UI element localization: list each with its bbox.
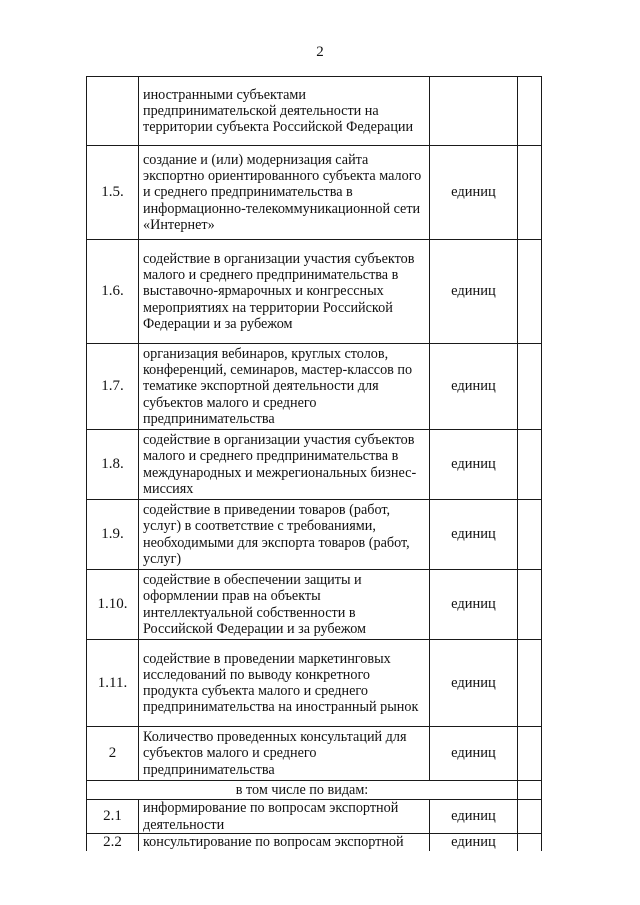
row-number: 1.8. — [87, 430, 139, 500]
row-value — [518, 800, 542, 834]
table-row — [87, 640, 542, 727]
row-description: содействие в приведении товаров (работ, услуг) в соответствие с требованиями, необходимыми для экспорта товаров (работ, услуг) — [139, 500, 430, 570]
table-row — [87, 240, 542, 344]
row-description: Количество проведенных консультаций для субъектов малого и среднего предпринимательства — [139, 727, 430, 781]
row-number — [87, 77, 139, 146]
page-number: 2 — [316, 44, 324, 60]
row-number: 1.11. — [87, 640, 139, 727]
row-number: 1.10. — [87, 570, 139, 640]
row-description: создание и (или) модернизация сайта экспортно ориентированного субъекта малого и среднего предпринимательства в информационно-телекоммуникационной сети «Интернет» — [139, 146, 430, 240]
row-number: 1.5. — [87, 146, 139, 240]
row-value — [518, 146, 542, 240]
row-unit: единиц — [430, 240, 518, 344]
row-value — [518, 240, 542, 344]
row-unit: единиц — [430, 800, 518, 834]
row-value — [518, 640, 542, 727]
row-description: содействие в организации участия субъектов малого и среднего предпринимательства в международных и межрегиональных бизнес-миссиях — [139, 430, 430, 500]
subheader-text: в том числе по видам: — [87, 781, 518, 800]
row-number: 1.7. — [87, 344, 139, 430]
row-description: иностранными субъектами предпринимательской деятельности на территории субъекта Российской Федерации — [139, 77, 430, 146]
table-row — [87, 727, 542, 781]
row-value — [518, 570, 542, 640]
row-unit: единиц — [430, 570, 518, 640]
row-description: содействие в обеспечении защиты и оформлении прав на объекты интеллектуальной собственности в Российской Федерации и за рубежом — [139, 570, 430, 640]
row-description: организация вебинаров, круглых столов, конференций, семинаров, мастер-классов по тематике экспортной деятельности для субъектов малого и среднего предпринимательства — [139, 344, 430, 430]
row-unit: единиц — [430, 834, 518, 851]
table-row — [87, 834, 542, 851]
table-row — [87, 344, 542, 430]
row-value — [518, 781, 542, 800]
row-value — [518, 727, 542, 781]
row-value — [518, 344, 542, 430]
row-number: 2.2 — [87, 834, 139, 851]
row-number: 2 — [87, 727, 139, 781]
row-value — [518, 77, 542, 146]
row-description: информирование по вопросам экспортной деятельности — [139, 800, 430, 834]
table-row — [87, 430, 542, 500]
table-row — [87, 570, 542, 640]
row-value — [518, 834, 542, 851]
row-description: консультирование по вопросам экспортной — [139, 834, 430, 851]
row-unit: единиц — [430, 727, 518, 781]
table-row — [87, 77, 542, 146]
row-value — [518, 430, 542, 500]
row-unit: единиц — [430, 640, 518, 727]
subheader-row — [87, 781, 542, 800]
row-unit: единиц — [430, 146, 518, 240]
table-row — [87, 500, 542, 570]
table-row — [87, 146, 542, 240]
row-description: содействие в проведении маркетинговых исследований по выводу конкретного продукта субъекта малого и среднего предпринимательства на иностранный рынок — [139, 640, 430, 727]
indicators-table — [86, 76, 542, 851]
row-value — [518, 500, 542, 570]
row-unit — [430, 77, 518, 146]
row-unit: единиц — [430, 344, 518, 430]
row-number: 2.1 — [87, 800, 139, 834]
row-number: 1.9. — [87, 500, 139, 570]
row-description: содействие в организации участия субъектов малого и среднего предпринимательства в выставочно-ярмарочных и конгрессных мероприятиях на территории Российской Федерации и за рубежом — [139, 240, 430, 344]
table-row — [87, 800, 542, 834]
row-number: 1.6. — [87, 240, 139, 344]
row-unit: единиц — [430, 430, 518, 500]
row-unit: единиц — [430, 500, 518, 570]
